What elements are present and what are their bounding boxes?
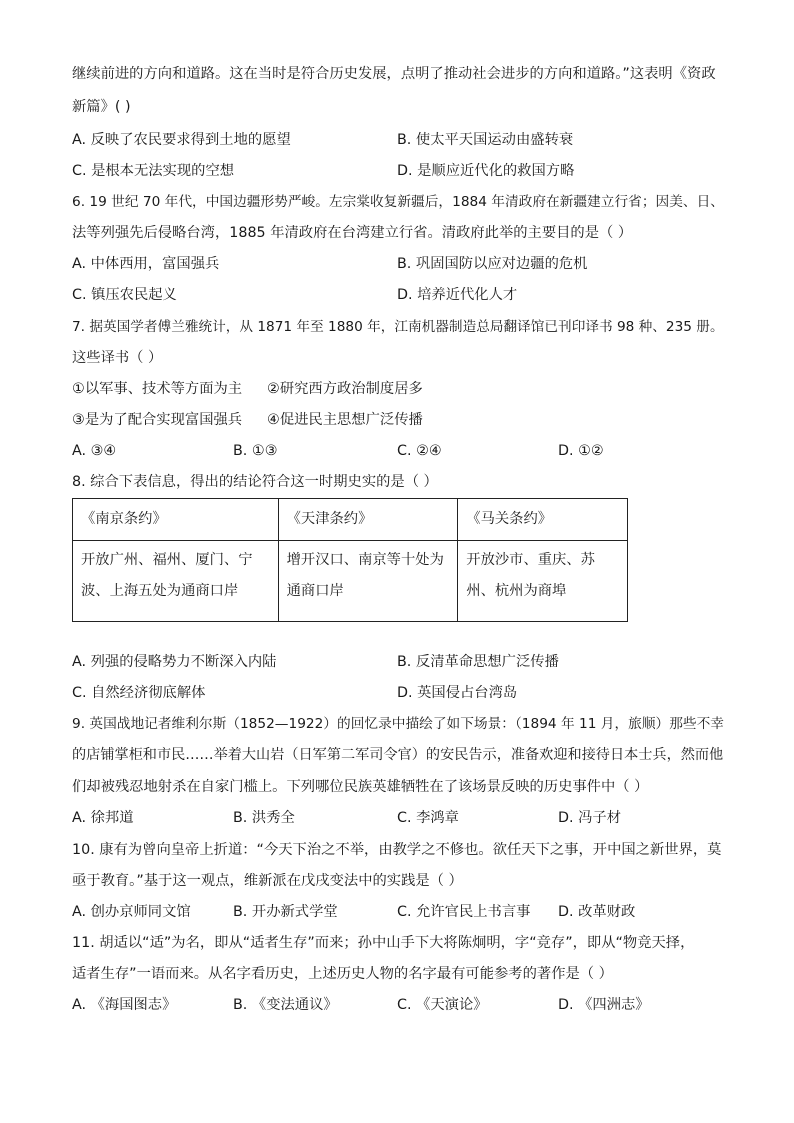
q9-option-a[interactable]: A. 徐邦道	[72, 810, 134, 826]
q9-stem-line-1: 9. 英国战地记者维利尔斯（1852—1922）的回忆录中描绘了如下场景：（1894 年 11 月，旅顺）那些不幸	[72, 716, 724, 732]
q5-option-b[interactable]: B. 使太平天国运动由盛转衰	[397, 132, 574, 148]
q5-stem-line-1: 继续前进的方向和道路。这在当时是符合历史发展，点明了推动社会进步的方向和道路。”这表明《资政	[72, 66, 716, 82]
q5-option-c[interactable]: C. 是根本无法实现的空想	[72, 163, 235, 179]
q7-option-b[interactable]: B. ①③	[233, 443, 278, 459]
cell-line: 增开汉口、南京等十处为	[286, 552, 444, 568]
cell-line: 开放沙市、重庆、苏	[466, 552, 595, 568]
q8-option-b[interactable]: B. 反清革命思想广泛传播	[397, 654, 559, 670]
q10-stem-line-2: 亟于教育。”基于这一观点，维新派在戊戌变法中的实践是（ ）	[72, 873, 463, 889]
table-cell-nanjing	[73, 541, 279, 622]
q6-stem-line-2: 法等列强先后侵略台湾，1885 年清政府在台湾建立行省。清政府此举的主要目的是（ ）	[72, 225, 633, 241]
q7-item-4: ④促进民主思想广泛传播	[267, 412, 423, 428]
q5-stem-line-2: 新篇》( )	[72, 99, 131, 115]
q10-option-b[interactable]: B. 开办新式学堂	[233, 904, 338, 920]
q5-option-a[interactable]: A. 反映了农民要求得到土地的愿望	[72, 132, 291, 148]
q6-stem-line-1: 6. 19 世纪 70 年代，中国边疆形势严峻。左宗棠收复新疆后，1884 年清政府在新疆建立行省；因美、日、	[72, 194, 724, 210]
q9-option-b[interactable]: B. 洪秀全	[233, 810, 295, 826]
table-header-maguan: 《马关条约》	[458, 499, 628, 541]
cell-line: 通商口岸	[286, 583, 344, 599]
q9-stem-line-3: 们却被残忍地射杀在自家门槛上。下列哪位民族英雄牺牲在了该场景反映的历史事件中（ ）	[72, 779, 649, 795]
q7-item-2: ②研究西方政治制度居多	[267, 381, 423, 397]
q6-option-a[interactable]: A. 中体西用，富国强兵	[72, 256, 220, 272]
table-row	[73, 541, 628, 622]
q10-option-d[interactable]: D. 改革财政	[558, 904, 636, 920]
table-header-row	[73, 499, 628, 541]
q7-item-1: ①以军事、技术等方面为主	[72, 381, 243, 397]
table-header-nanjing: 《南京条约》	[73, 499, 279, 541]
q9-stem-line-2: 的店铺掌柜和市民……举着大山岩（日军第二军司令官）的安民告示，准备欢迎和接待日本士兵，然而他	[72, 747, 724, 763]
q6-option-d[interactable]: D. 培养近代化人才	[397, 287, 518, 303]
q10-stem-line-1: 10. 康有为曾向皇帝上折道：“今天下治之不举，由教学之不修也。欲任天下之事，开中国之新世界，莫	[72, 842, 722, 858]
q7-stem-line-2: 这些译书（ ）	[72, 350, 163, 366]
q7-item-3: ③是为了配合实现富国强兵	[72, 412, 243, 428]
q7-option-d[interactable]: D. ①②	[558, 443, 604, 459]
cell-line: 波、上海五处为通商口岸	[81, 583, 239, 599]
q8-option-d[interactable]: D. 英国侵占台湾岛	[397, 685, 518, 701]
q7-stem-line-1: 7. 据英国学者傅兰雅统计，从 1871 年至 1880 年，江南机器制造总局翻译馆已刊印译书 98 种、235 册。	[72, 319, 724, 335]
q6-option-b[interactable]: B. 巩固国防以应对边疆的危机	[397, 256, 588, 272]
q6-option-c[interactable]: C. 镇压农民起义	[72, 287, 177, 303]
table-header-tianjin: 《天津条约》	[278, 499, 458, 541]
q8-treaty-table	[72, 498, 628, 622]
q8-option-a[interactable]: A. 列强的侵略势力不断深入内陆	[72, 654, 277, 670]
q11-option-c[interactable]: C. 《天演论》	[397, 997, 488, 1013]
q10-option-a[interactable]: A. 创办京师同文馆	[72, 904, 191, 920]
q8-stem: 8. 综合下表信息，得出的结论符合这一时期史实的是（ ）	[72, 474, 438, 490]
table-cell-maguan	[458, 541, 628, 622]
q7-option-a[interactable]: A. ③④	[72, 443, 117, 459]
cell-line: 开放广州、福州、厦门、宁	[81, 552, 253, 568]
q11-stem-line-2: 适者生存”一语而来。从名字看历史，上述历史人物的名字最有可能参考的著作是（ ）	[72, 966, 613, 982]
q9-option-c[interactable]: C. 李鸿章	[397, 810, 459, 826]
q11-stem-line-1: 11. 胡适以“适”为名，即从“适者生存”而来；孙中山手下大将陈炯明，字“竞存”，即从“物竞天择，	[72, 935, 695, 951]
q11-option-b[interactable]: B. 《变法通议》	[233, 997, 338, 1013]
q11-option-d[interactable]: D. 《四洲志》	[558, 997, 650, 1013]
cell-line: 州、杭州为商埠	[466, 583, 567, 599]
q8-option-c[interactable]: C. 自然经济彻底解体	[72, 685, 206, 701]
q7-option-c[interactable]: C. ②④	[397, 443, 442, 459]
q11-option-a[interactable]: A. 《海国图志》	[72, 997, 177, 1013]
q9-option-d[interactable]: D. 冯子材	[558, 810, 621, 826]
q10-option-c[interactable]: C. 允许官民上书言事	[397, 904, 531, 920]
q5-option-d[interactable]: D. 是顺应近代化的救国方略	[397, 163, 575, 179]
table-cell-tianjin	[278, 541, 458, 622]
